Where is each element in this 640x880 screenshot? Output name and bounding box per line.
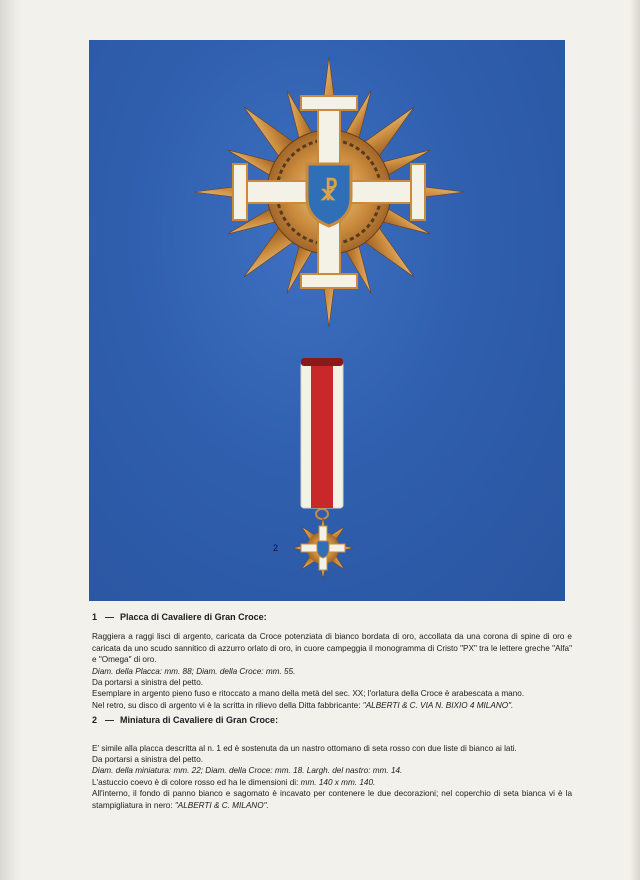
photo-item-number: 2 bbox=[273, 543, 279, 553]
catalogue-text bbox=[92, 612, 572, 811]
section-2-title: Miniatura di Cavaliere di Gran Croce: bbox=[120, 715, 279, 726]
section-2-dash: — bbox=[105, 715, 115, 726]
ribbon bbox=[301, 358, 343, 519]
page-edge bbox=[630, 0, 640, 880]
section-1-dimensions: Diam. della Placca: mm. 88; Diam. della Croce: mm. 55. bbox=[92, 666, 296, 676]
section-1-maker: "ALBERTI & C. VIA N. BIXIO 4 MILANO". bbox=[362, 700, 514, 710]
section-2-case bbox=[92, 777, 572, 788]
section-2-wear: Da portarsi a sinistra del petto. bbox=[92, 755, 204, 765]
section-2-number: 2 bbox=[92, 715, 98, 726]
section-2-case-text: L'astuccio coevo è di colore rosso ed ha le dimensioni di: bbox=[92, 777, 301, 787]
medal-photograph bbox=[89, 40, 565, 601]
section-2-interior bbox=[92, 788, 572, 811]
medal-illustration bbox=[89, 40, 565, 601]
section-1-dash: — bbox=[105, 612, 115, 622]
section-1-title: Placca di Cavaliere di Gran Croce: bbox=[120, 612, 267, 622]
section-2-description: E' simile alla placca descritta al n. 1 ed è sostenuta da un nastro ottomano di seta rosso con due liste di bianco ai lati. bbox=[92, 743, 517, 753]
section-2-case-dims: mm. 140 x mm. 140. bbox=[300, 777, 376, 787]
section-2-dimensions: Diam. della miniatura: mm. 22; Diam. della Croce: mm. 18. Largh. del nastro: mm. 14. bbox=[92, 766, 403, 776]
svg-text:☧: ☧ bbox=[319, 180, 339, 206]
section-1-example: Esemplare in argento pieno fuso e ritoccato a mano della metà del sec. XX; l'orlatura della Croce è arabescata a mano. bbox=[92, 689, 525, 699]
shield bbox=[307, 164, 351, 226]
section-1-reverse bbox=[92, 700, 572, 711]
star-plaque bbox=[194, 57, 464, 327]
section-1-wear: Da portarsi a sinistra del petto. bbox=[92, 678, 204, 688]
section-1-heading bbox=[92, 612, 572, 623]
section-1-description: Raggiera a raggi lisci di argento, caricata da Croce potenziata di bianco bordata di oro, accollata da una corona di spine di oro e caricata da uno scudo sannitico di azzurro orlato di oro, in cuore campeggia il monogramma di Cristo "PX" tra le lettere greche "Alfa" e "Omega" di oro. bbox=[92, 632, 572, 665]
section-2-heading bbox=[92, 715, 572, 726]
miniature-cross bbox=[293, 518, 353, 578]
page-binding-shadow bbox=[0, 0, 22, 880]
section-2-interior-text: All'interno, il fondo di panno bianco e sagomato è incavato per contenere le due decorazioni; nel coperchio di seta bianca vi è la stampigliatura in nero: bbox=[92, 789, 572, 810]
section-1-number: 1 bbox=[92, 612, 98, 622]
section-2-maker: "ALBERTI & C. MILANO". bbox=[174, 800, 269, 810]
section-1-reverse-text: Nel retro, su disco di argento vi è la scritta in rilievo della Ditta fabbricante: bbox=[92, 700, 363, 710]
